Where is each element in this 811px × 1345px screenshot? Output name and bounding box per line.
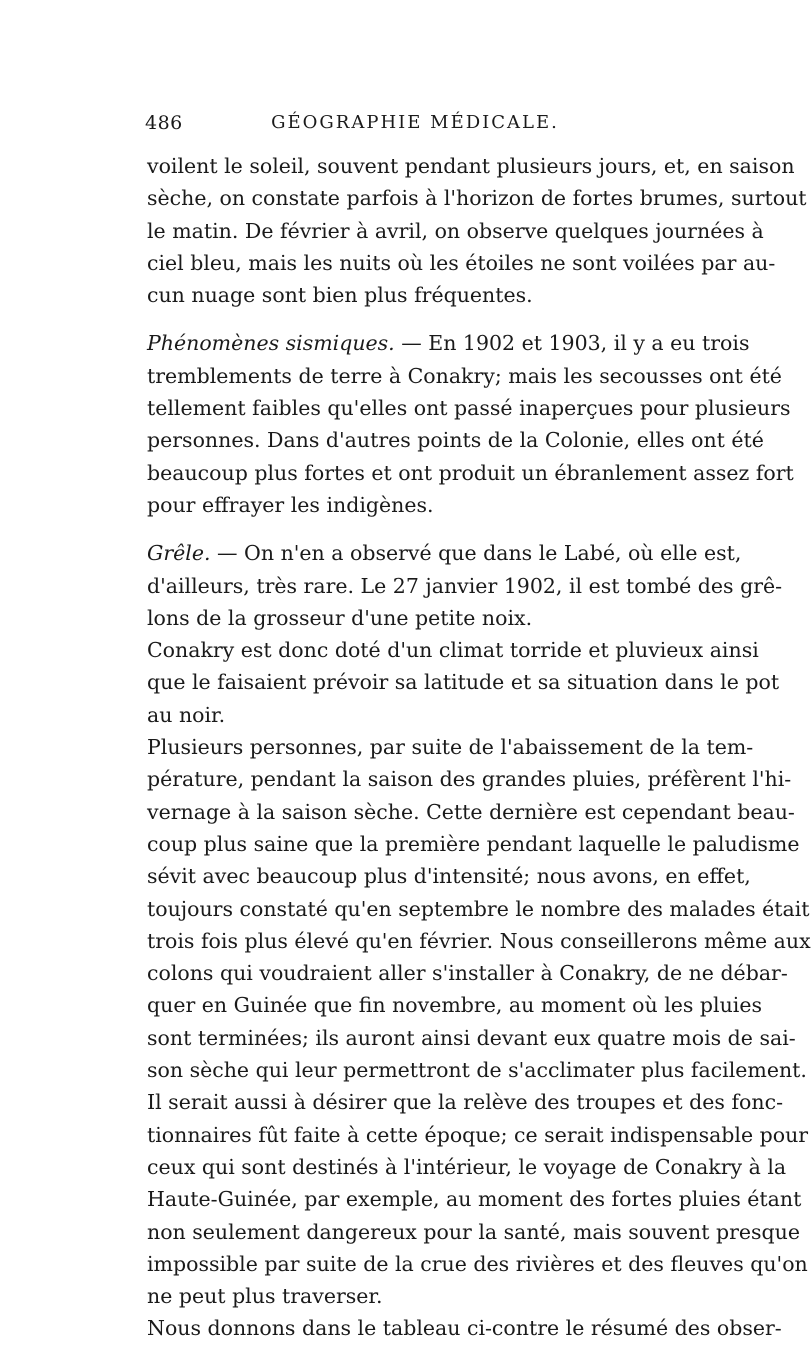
text-line: [147, 893, 810, 925]
text-line: [147, 215, 764, 247]
text-line: [147, 602, 682, 634]
paragraph: [147, 1312, 782, 1344]
line-text: beaucoup plus fortes et ont produit un ébranlement assez fort: [147, 460, 794, 485]
line-text: cun nuage sont bien plus fréquentes.: [147, 283, 533, 308]
text-line: [147, 699, 682, 731]
line-text: ne peut plus traverser.: [147, 1284, 383, 1309]
line-text: d'ailleurs, très rare. Le 27 janvier 1902, il est tombé des grê-: [147, 573, 783, 598]
line-text: voilent le soleil, souvent pendant plusieurs jours, et, en saison: [147, 154, 795, 178]
text-line: [147, 279, 682, 311]
text-line: [147, 1022, 796, 1054]
line-text: coup plus saine que la première pendant laquelle le paludisme: [147, 831, 800, 856]
text-line: [147, 392, 791, 424]
page-number: 486: [145, 112, 183, 134]
line-text: ceux qui sont destinés à l'intérieur, le voyage de Conakry à la: [147, 1154, 787, 1179]
text-line: [147, 570, 783, 602]
line-text: ciel bleu, mais les nuits où les étoiles ne sont voilées par au-: [147, 250, 776, 275]
line-text: Nous donnons dans le tableau ci-contre le résumé des obser-: [147, 1316, 782, 1341]
text-line: [147, 828, 800, 860]
paragraph-lead: Grêle.: [147, 541, 211, 566]
line-text: non seulement dangereux pour la santé, mais souvent presque: [147, 1219, 800, 1244]
paragraph: [147, 537, 783, 634]
text-line: [147, 1216, 800, 1248]
line-text: toujours constaté qu'en septembre le nombre des malades était: [147, 896, 810, 921]
line-text: quer en Guinée que fin novembre, au moment où les pluies: [147, 993, 763, 1018]
text-line: [147, 327, 750, 359]
line-text: Plusieurs personnes, par suite de l'abaissement de la tem-: [147, 735, 754, 760]
line-text: tremblements de terre à Conakry; mais les secousses ont été: [147, 363, 782, 388]
line-text: Conakry est donc doté d'un climat torride et pluvieux ainsi: [147, 638, 759, 663]
line-text: — On n'en a observé que dans le Labé, où elle est,: [210, 541, 742, 566]
line-text: Il serait aussi à désirer que la relève des troupes et des fonc-: [147, 1090, 784, 1115]
text-line: [147, 1151, 787, 1183]
line-text: personnes. Dans d'autres points de la Colonie, elles ont été: [147, 428, 764, 453]
line-text: vernage à la saison sèche. Cette dernière est cependant beau-: [147, 799, 795, 824]
paragraph: [147, 327, 794, 521]
text-line: [147, 634, 759, 666]
line-text: pérature, pendant la saison des grandes pluies, préfèrent l'hi-: [147, 767, 792, 792]
text-line: [147, 666, 780, 698]
text-line: [147, 957, 788, 989]
paragraph: [147, 634, 780, 731]
text-line: [147, 1086, 784, 1118]
text-line: [147, 182, 807, 214]
body-text: [147, 150, 811, 1345]
line-text: sèche, on constate parfois à l'horizon de fortes brumes, surtout: [147, 186, 807, 211]
text-line: [147, 796, 795, 828]
text-line: [147, 1119, 809, 1151]
text-line: [147, 731, 754, 763]
paragraph: [147, 150, 807, 311]
line-text: pour effrayer les indigènes.: [147, 492, 434, 517]
paragraph-lead: Phénomènes sismiques.: [147, 331, 395, 356]
text-line: [147, 150, 795, 182]
line-text: colons qui voudraient aller s'installer à Conakry, de ne débar-: [147, 961, 788, 986]
paragraph-gap: [147, 311, 682, 327]
line-text: trois fois plus élevé qu'en février. Nous conseillerons même aux: [147, 928, 811, 953]
text-line: [147, 537, 742, 569]
running-title: GÉOGRAPHIE MÉDICALE.: [271, 112, 559, 133]
text-line: [147, 763, 792, 795]
text-line: [147, 360, 782, 392]
page-header: [145, 112, 685, 142]
line-text: le matin. De février à avril, on observe quelques journées à: [147, 218, 764, 243]
line-text: Haute-Guinée, par exemple, au moment des fortes pluies étant: [147, 1187, 802, 1212]
line-text: lons de la grosseur d'une petite noix.: [147, 605, 533, 630]
text-line: [147, 989, 763, 1021]
text-line: [147, 424, 764, 456]
text-line: [147, 1312, 782, 1344]
line-text: sont terminées; ils auront ainsi devant eux quatre mois de sai-: [147, 1025, 796, 1050]
text-line: [147, 1280, 682, 1312]
line-text: — En 1902 et 1903, il y a eu trois: [394, 331, 750, 356]
line-text: tellement faibles qu'elles ont passé inaperçues pour plusieurs: [147, 396, 791, 421]
paragraph-gap: [147, 521, 682, 537]
line-text: que le faisaient prévoir sa latitude et sa situation dans le pot: [147, 670, 780, 695]
line-text: son sèche qui leur permettront de s'acclimater plus facilement.: [147, 1058, 807, 1083]
text-line: [147, 1054, 807, 1086]
text-line: [147, 247, 776, 279]
paragraph: [147, 731, 811, 1312]
text-line: [147, 1248, 808, 1280]
line-text: au noir.: [147, 702, 226, 727]
text-line: [147, 860, 751, 892]
line-text: sévit avec beaucoup plus d'intensité; nous avons, en effet,: [147, 864, 751, 889]
text-line: [147, 457, 794, 489]
line-text: impossible par suite de la crue des rivières et des fleuves qu'on: [147, 1251, 808, 1276]
text-line: [147, 925, 811, 957]
line-text: tionnaires fût faite à cette époque; ce serait indispensable pour: [147, 1122, 809, 1147]
text-line: [147, 489, 682, 521]
text-line: [147, 1183, 802, 1215]
